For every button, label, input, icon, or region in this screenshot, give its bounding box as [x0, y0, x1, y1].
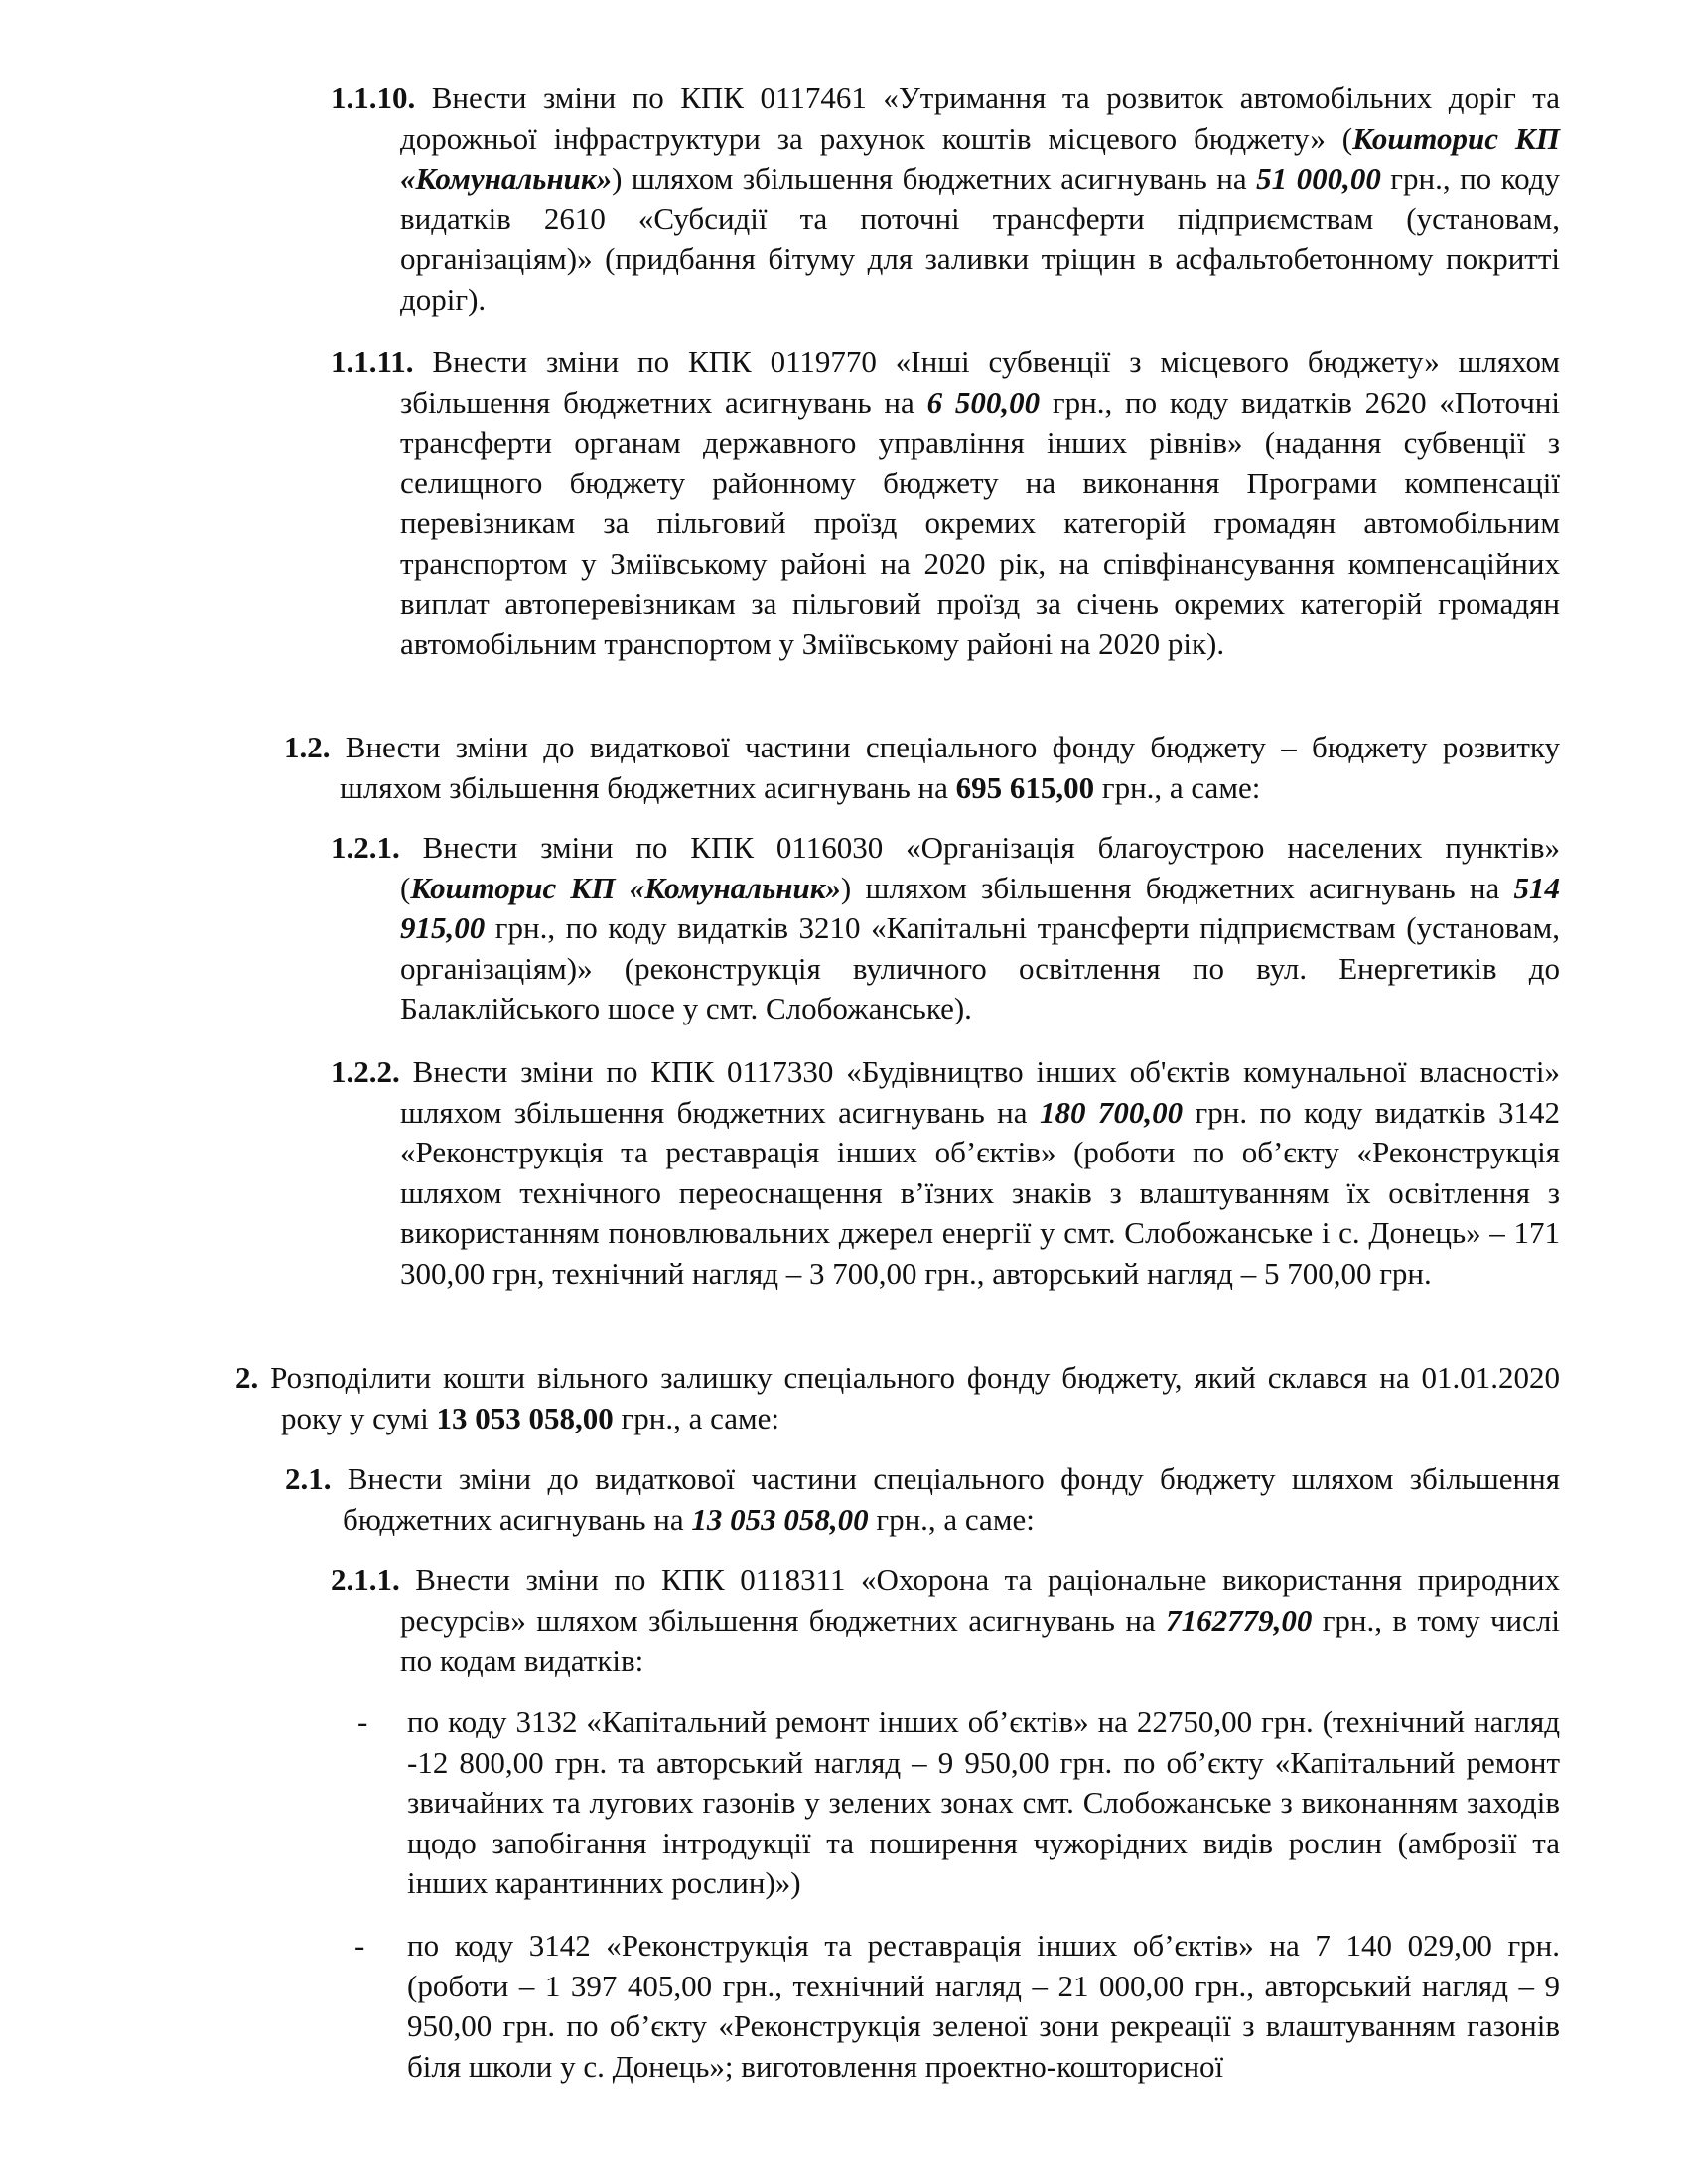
item-amount: 51 000,00: [1256, 161, 1381, 196]
item-text: грн., по коду видатків 2620 «Поточні трансферти органам державного управління інших рівнів» (надання субвенції з селищного бюджету районному бюджету на виконання Програми компенсації перевізникам за пільговий проїзд окремих категорій громадян автомобільним транспортом у Зміївському районі на 2020 рік, на співфінансування компенсаційних виплат автоперевізникам за пільговий проїзд за січень окремих категорій громадян автомобільним транспортом у Зміївському районі на 2020 рік).: [400, 384, 1561, 661]
item-text: грн., а саме:: [868, 1501, 1035, 1537]
item-amount: 695 615,00: [955, 769, 1095, 805]
item-number: 1.2.: [284, 730, 331, 764]
item-text: Внести зміни по КПК 0119770 «Інші субвенції з місцевого бюджету» шляхом збільшення бюджетних асигнувань на: [400, 344, 1560, 420]
item-text: Внести зміни по КПК 0118311 «Охорона та раціональне використання природних ресурсів» шляхом збільшення бюджетних асигнувань на: [399, 1563, 1560, 1638]
item-number: 2.1.: [285, 1461, 332, 1496]
item-estimate-label: Кошторис КП «Комунальник»: [400, 120, 1560, 196]
paragraph-1-1-10: [331, 78, 1560, 320]
item-text: грн., по коду видатків 2610 «Субсидії та поточні трансферти підприємствам (установам, організаціям)» (придбання бітуму для заливки тріщин в асфальтобетонному покритті доріг).: [400, 161, 1560, 317]
item-number: 2.1.1.: [331, 1563, 400, 1597]
paragraph-2: [235, 1358, 1560, 1438]
paragraph-1-2: [284, 728, 1560, 808]
item-text: грн., по коду видатків 3210 «Капітальні трансферти підприємствам (установам, організаціям)» (реконструкція вуличного освітлення по вул. Енергетиків до Балаклійського шосе у смт. Слобожанське).: [400, 910, 1560, 1025]
item-number: 1.1.11.: [331, 344, 414, 379]
item-text: Внести зміни по КПК 0116030 «Організація благоустрою населених пунктів» (: [399, 830, 1560, 905]
item-number: 1.2.1.: [331, 830, 400, 865]
item-amount: 180 700,00: [1039, 1094, 1184, 1130]
bullet-text: по коду 3132 «Капітальний ремонт інших об’єктів» на 22750,00 грн. (технічний нагляд -12 800,00 грн. та авторський нагляд – 9 950,00 грн. по об’єкту «Капітальний ремонт звичайних та лугових газонів у зелених зонах смт. Слобожанське з виконанням заходів щодо запобігання інтродукції та поширення чужорідних видів рослин (амброзії та інших карантинних рослин)»): [407, 1705, 1560, 1900]
bullet-item: [407, 1926, 1560, 2087]
item-number: 1.2.2.: [331, 1054, 400, 1089]
item-text: ) шляхом збільшення бюджетних асигнувань на: [612, 161, 1257, 196]
item-number: 1.1.10.: [331, 80, 416, 115]
bullet-item: [407, 1703, 1560, 1904]
bullet-text: по коду 3142 «Реконструкція та реставрація інших об’єктів» на 7 140 029,00 грн. (роботи – 1 397 405,00 грн., технічний нагляд – 21 000,00 грн., авторський нагляд – 9 950,00 грн. по об’єкту «Реконструкція зеленої зони рекреації з влаштуванням газонів біля школи у с. Донець»; виготовлення проектно-кошторисної: [407, 1928, 1560, 2084]
item-text: грн., а саме:: [1094, 769, 1261, 805]
item-text: Внести зміни по КПК 0117330 «Будівництво інших об'єктів комунальної власності» шляхом збільшення бюджетних асигнувань на: [399, 1054, 1560, 1130]
item-amount: 13 053 058,00: [691, 1501, 869, 1537]
item-text: Внести зміни по КПК 0117461 «Утримання та розвиток автомобільних доріг та дорожньої інфраструктури за рахунок коштів місцевого бюджету» (: [400, 80, 1560, 156]
paragraph-2-1: [285, 1459, 1560, 1540]
item-text: Розподілити кошти вільного залишку спеціального фонду бюджету, який склався на 01.01.2020 року у сумі: [258, 1360, 1560, 1435]
item-text: грн., а саме:: [613, 1400, 779, 1435]
item-amount: 7162779,00: [1166, 1602, 1313, 1638]
paragraph-1-2-1: [331, 828, 1560, 1029]
item-estimate-label: Кошторис КП «Комунальник»: [410, 870, 841, 905]
bullet-dash: -: [354, 1928, 365, 1963]
paragraph-1-2-2: [331, 1052, 1561, 1294]
paragraph-1-1-11: [331, 342, 1561, 664]
paragraph-2-1-1: [331, 1561, 1560, 1682]
item-text: Внести зміни до видаткової частини спеціального фонду бюджету шляхом збільшення бюджетних асигнувань на: [331, 1461, 1560, 1537]
item-text: грн. по коду видатків 3142 «Реконструкція та реставрація інших об’єктів» (роботи по об’єкту «Реконструкція шляхом технічного переоснащення в’їзних знаків з влаштуванням їх освітлення з використанням поновлювальних джерел енергії у смт. Слобожанське і с. Донець» – 171 300,00 грн, технічний нагляд – 3 700,00 грн., авторський нагляд – 5 700,00 грн.: [400, 1094, 1561, 1291]
item-amount: 514 915,00: [400, 870, 1560, 945]
item-text: Внести зміни до видаткової частини спеціального фонду бюджету – бюджету розвитку шляхом збільшення бюджетних асигнувань на: [330, 730, 1560, 805]
item-amount: 13 053 058,00: [436, 1400, 614, 1435]
item-amount: 6 500,00: [926, 384, 1041, 420]
item-number: 2.: [235, 1360, 259, 1395]
item-text: ) шляхом збільшення бюджетних асигнувань на: [840, 870, 1514, 905]
bullet-dash: -: [357, 1705, 368, 1739]
item-text: грн., в тому числі по кодам видатків:: [400, 1602, 1560, 1678]
